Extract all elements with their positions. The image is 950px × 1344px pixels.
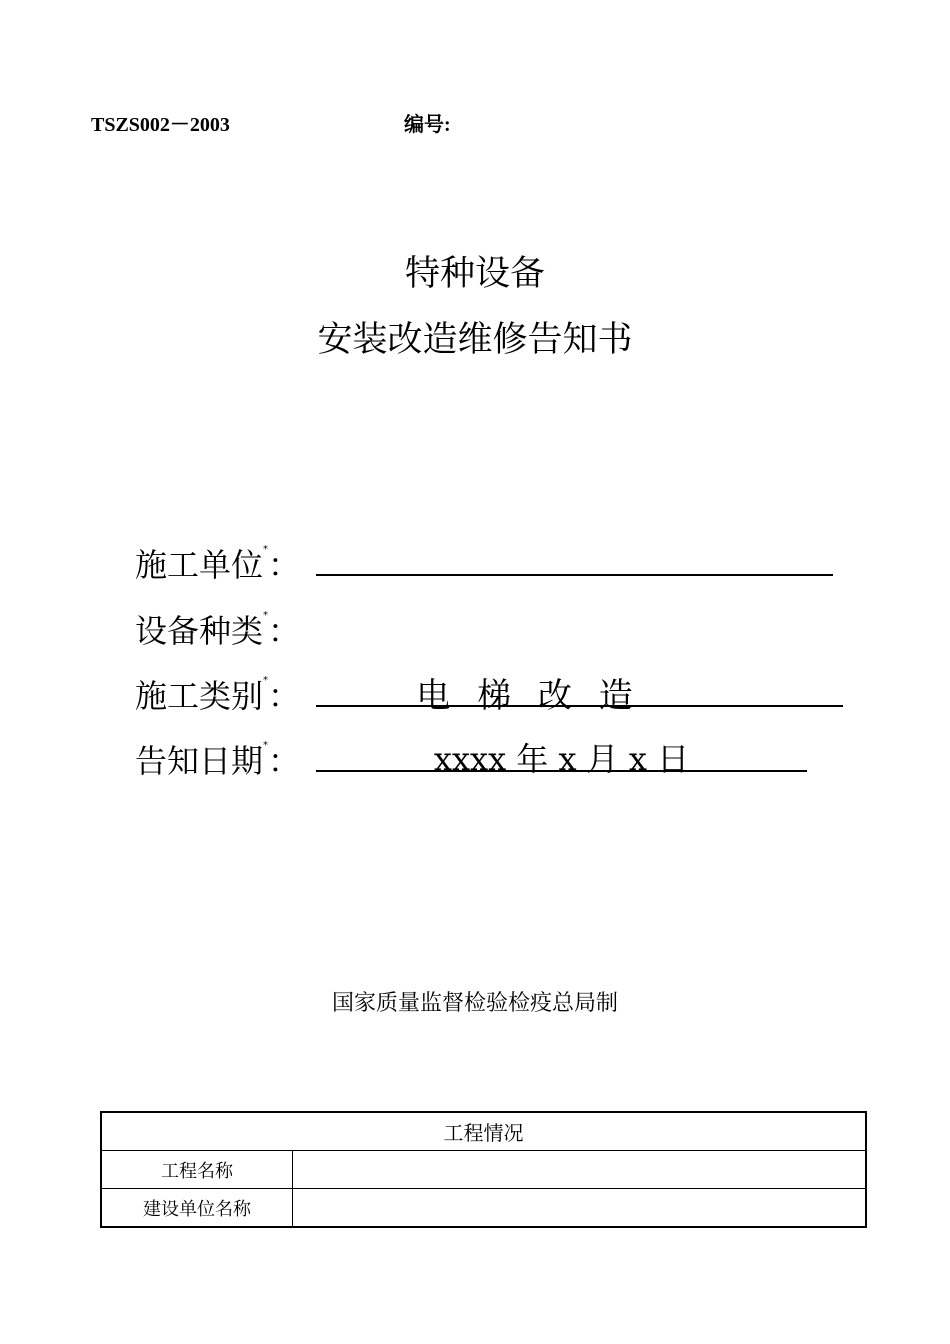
notification-date-value: xxxx 年 x 月 x 日	[433, 740, 690, 778]
field-colon: ：	[268, 612, 301, 650]
table-row	[101, 1189, 866, 1228]
document-number-label: 编号:	[404, 114, 451, 136]
title-line-1: 特种设备	[404, 254, 545, 294]
project-name-cell	[293, 1151, 867, 1189]
field-label-notification-date	[135, 736, 300, 782]
construction-category-value: 电 梯 改 造	[416, 676, 641, 716]
table-header: 工程情况	[101, 1112, 866, 1151]
field-colon: ：	[268, 677, 301, 715]
table-row-label: 建设单位名称	[101, 1189, 293, 1228]
field-label-construction-unit	[135, 540, 300, 586]
field-label-text: 设备种类	[135, 612, 264, 650]
field-colon: ：	[268, 742, 301, 780]
field-label-text: 施工单位	[135, 546, 264, 584]
field-label-text: 施工类别	[135, 677, 264, 715]
document-code: TSZS002－2003	[91, 114, 230, 136]
table-row-label: 工程名称	[101, 1151, 293, 1189]
issuer: 国家质量监督检验检疫总局制	[331, 991, 618, 1016]
title-line-2: 安装改造维修告知书	[317, 320, 633, 360]
required-marker: *	[263, 544, 269, 555]
field-label-equipment-type	[135, 606, 300, 652]
field-colon: ：	[268, 546, 301, 584]
field-label-text: 告知日期	[135, 742, 264, 780]
required-marker: *	[263, 675, 269, 686]
table-row	[101, 1151, 866, 1189]
required-marker: *	[263, 610, 269, 621]
construction-owner-cell	[293, 1189, 867, 1228]
project-info-table	[100, 1111, 867, 1228]
field-label-construction-category	[135, 671, 300, 717]
table-header-row	[101, 1112, 866, 1151]
construction-unit-underline	[316, 574, 833, 576]
required-marker: *	[263, 740, 269, 751]
